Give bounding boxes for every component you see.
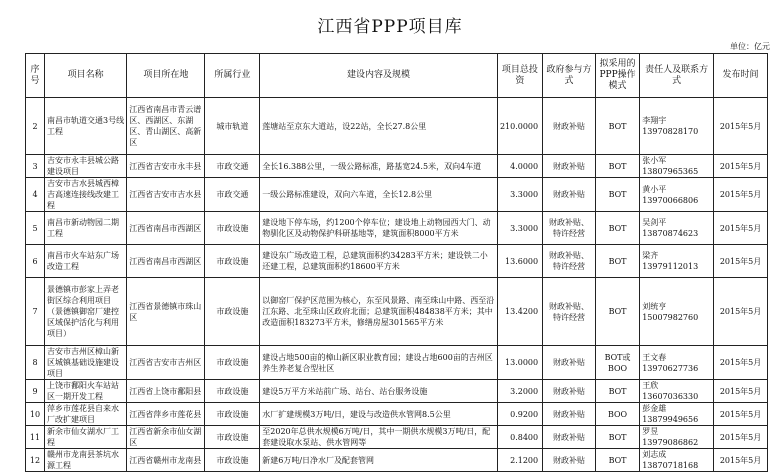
unit-label: 单位：亿元	[730, 42, 770, 51]
cell-gov-mode: 财政补贴、特许经营	[543, 212, 596, 245]
cell-location: 江西省萍乡市莲花县	[127, 403, 205, 426]
cell-location: 江西省南昌市青云谱区、西湖区、东湖区、青山湖区、高新区	[127, 98, 205, 155]
cell-content: 莲塘站至京东大道站，设22站，全长27.8公里	[260, 98, 497, 155]
cell-ppp-mode: BOT	[595, 178, 639, 212]
cell-investment: 13.0000	[497, 346, 542, 380]
cell-location: 江西省上饶市鄱阳县	[127, 380, 205, 403]
table-row	[26, 426, 768, 449]
cell-seq: 6	[26, 245, 45, 278]
cell-gov-mode: 财政补贴	[543, 426, 596, 449]
cell-industry: 市政设施	[205, 278, 260, 346]
cell-gov-mode: 财政补贴	[543, 98, 596, 155]
cell-gov-mode: 财政补贴	[543, 346, 596, 380]
cell-date: 2015年5月	[714, 98, 768, 155]
cell-content: 全长16.388公里，一级公路标准，路基宽24.5米，双向4车道	[260, 155, 497, 178]
cell-location: 江西省吉安市吉州区	[127, 346, 205, 380]
table-row	[26, 278, 768, 346]
header-gov-mode: 政府参与方式	[543, 54, 596, 98]
cell-content: 建设东广场改造工程，总建筑面积约34283平方米；建设铁二小还建工程，总建筑面积约18600平方米	[260, 245, 497, 278]
cell-name: 吉安市吉州区樟山新区城镇基础设施建设项目	[44, 346, 126, 380]
cell-date: 2015年5月	[714, 155, 768, 178]
cell-investment: 2.1200	[497, 449, 542, 472]
cell-seq: 2	[26, 98, 45, 155]
cell-location: 江西省吉安市吉水县	[127, 178, 205, 212]
cell-ppp-mode: BOT或BOO	[595, 346, 639, 380]
cell-gov-mode: 财政补贴、特许经营	[543, 245, 596, 278]
table-row	[26, 155, 768, 178]
header-content: 建设内容及规模	[260, 54, 497, 98]
cell-date: 2015年5月	[714, 212, 768, 245]
cell-seq: 8	[26, 346, 45, 380]
cell-seq: 3	[26, 155, 45, 178]
header-seq: 序号	[26, 54, 45, 98]
cell-investment: 0.8400	[497, 426, 542, 449]
table-row	[26, 449, 768, 472]
cell-industry: 市政设施	[205, 403, 260, 426]
cell-contact: 罗昱 13979086862	[640, 426, 714, 449]
cell-date: 2015年5月	[714, 449, 768, 472]
cell-ppp-mode: BOO	[595, 403, 639, 426]
cell-seq: 12	[26, 449, 45, 472]
cell-investment: 13.6000	[497, 245, 542, 278]
header-date: 发布时间	[714, 54, 768, 98]
table-header-row	[26, 54, 768, 98]
cell-industry: 市政交通	[205, 178, 260, 212]
header-investment: 项目总投资	[497, 54, 542, 98]
cell-gov-mode: 财政补贴	[543, 178, 596, 212]
cell-seq: 9	[26, 380, 45, 403]
cell-ppp-mode: BOT	[595, 380, 639, 403]
cell-contact: 梁齐 13979112013	[640, 245, 714, 278]
cell-content: 新建6万吨/日净水厂及配套管网	[260, 449, 497, 472]
header-location: 项目所在地	[127, 54, 205, 98]
cell-location: 江西省南昌市西湖区	[127, 245, 205, 278]
cell-gov-mode: 财政补贴	[543, 155, 596, 178]
cell-date: 2015年5月	[714, 278, 768, 346]
cell-industry: 市政设施	[205, 346, 260, 380]
cell-date: 2015年5月	[714, 380, 768, 403]
cell-industry: 市政设施	[205, 212, 260, 245]
cell-content: 建设5万平方米站前广场、站台、站台服务设施	[260, 380, 497, 403]
cell-contact: 刘统亨 15007982760	[640, 278, 714, 346]
cell-name: 景德镇市彭家上弄老街区综合利用项目（景德镇御窑厂建控区域保护活化与利用项目）	[44, 278, 126, 346]
cell-investment: 0.9200	[497, 403, 542, 426]
cell-seq: 11	[26, 426, 45, 449]
cell-contact: 刘志成 13870718168	[640, 449, 714, 472]
cell-location: 江西省赣州市龙南县	[127, 449, 205, 472]
cell-date: 2015年5月	[714, 245, 768, 278]
header-contact: 责任人及联系方式	[640, 54, 714, 98]
cell-date: 2015年5月	[714, 403, 768, 426]
cell-gov-mode: 财政补贴	[543, 380, 596, 403]
cell-ppp-mode: BOT	[595, 426, 639, 449]
cell-date: 2015年5月	[714, 346, 768, 380]
cell-content: 建设占地500亩的樟山新区职业教育园；建设占地600亩的吉州区养生养老复合型社区	[260, 346, 497, 380]
cell-date: 2015年5月	[714, 178, 768, 212]
table-row	[26, 212, 768, 245]
cell-name: 萍乡市莲花县自来水厂改扩建项目	[44, 403, 126, 426]
header-ppp-mode: 拟采用的PPP操作模式	[595, 54, 639, 98]
cell-industry: 市政设施	[205, 449, 260, 472]
cell-name: 吉安市吉水县城西樟吉高速连接线改建工程	[44, 178, 126, 212]
table-row	[26, 380, 768, 403]
cell-industry: 市政交通	[205, 155, 260, 178]
cell-contact: 李翔宇 13970828170	[640, 98, 714, 155]
header-industry: 所属行业	[205, 54, 260, 98]
cell-industry: 市政设施	[205, 426, 260, 449]
cell-contact: 彭金雄 13879949656	[640, 403, 714, 426]
cell-contact: 张小军 13807965365	[640, 155, 714, 178]
table-row	[26, 403, 768, 426]
header-name: 项目名称	[44, 54, 126, 98]
cell-seq: 4	[26, 178, 45, 212]
table-row	[26, 98, 768, 155]
cell-contact: 王文春 13970627736	[640, 346, 714, 380]
cell-gov-mode: 财政补贴	[543, 449, 596, 472]
ppp-project-table	[25, 53, 768, 472]
cell-industry: 市政设施	[205, 245, 260, 278]
cell-content: 以御窑厂保护区范围为核心，东至风景路、南至珠山中路、西至沿江东路、北至珠山区政府北面；总建筑面积484838平方米；其中改造面积183273平方米，修缮房屋301565平方米	[260, 278, 497, 346]
table-row	[26, 245, 768, 278]
cell-investment: 4.0000	[497, 155, 542, 178]
cell-contact: 吴剑平 13870874623	[640, 212, 714, 245]
cell-industry: 市政设施	[205, 380, 260, 403]
cell-name: 上饶市鄱阳火车站站区一期开发工程	[44, 380, 126, 403]
cell-investment: 3.3000	[497, 212, 542, 245]
cell-ppp-mode: BOT	[595, 155, 639, 178]
cell-content: 水厂扩建规模3万吨/日，建设与改造供水管网8.5公里	[260, 403, 497, 426]
cell-contact: 王欣 13607036330	[640, 380, 714, 403]
cell-seq: 5	[26, 212, 45, 245]
cell-location: 江西省南昌市西湖区	[127, 212, 205, 245]
page-title: 江西省PPP项目库	[317, 17, 463, 37]
cell-ppp-mode: BOT	[595, 212, 639, 245]
cell-content: 一级公路标准建设，双向六车道，全长12.8公里	[260, 178, 497, 212]
table-row	[26, 346, 768, 380]
cell-ppp-mode: BOT	[595, 449, 639, 472]
cell-name: 新余市仙女湖水厂工程	[44, 426, 126, 449]
cell-industry: 城市轨道	[205, 98, 260, 155]
cell-location: 江西省吉安市永丰县	[127, 155, 205, 178]
cell-gov-mode: 财政补贴	[543, 403, 596, 426]
cell-name: 吉安市永丰县城公路建设项目	[44, 155, 126, 178]
cell-investment: 3.2000	[497, 380, 542, 403]
cell-investment: 13.4200	[497, 278, 542, 346]
table-row	[26, 178, 768, 212]
cell-location: 江西省新余市仙女湖区	[127, 426, 205, 449]
cell-content: 至2020年总供水规模6万吨/日，其中一期供水规模3万吨/日，配套建设取水泵站、供水管网等	[260, 426, 497, 449]
cell-investment: 210.0000	[497, 98, 542, 155]
cell-ppp-mode: BOT	[595, 245, 639, 278]
cell-seq: 10	[26, 403, 45, 426]
cell-investment: 3.3000	[497, 178, 542, 212]
cell-name: 南昌市火车站东广场改造工程	[44, 245, 126, 278]
cell-name: 赣州市龙南县茶坑水源工程	[44, 449, 126, 472]
cell-name: 南昌市轨道交通3号线工程	[44, 98, 126, 155]
cell-date: 2015年5月	[714, 426, 768, 449]
cell-gov-mode: 财政补贴、特许经营	[543, 278, 596, 346]
cell-ppp-mode: BOT	[595, 278, 639, 346]
cell-ppp-mode: BOT	[595, 98, 639, 155]
cell-name: 南昌市新动物园二期工程	[44, 212, 126, 245]
cell-contact: 黄小平 13970066806	[640, 178, 714, 212]
cell-seq: 7	[26, 278, 45, 346]
cell-location: 江西省景德镇市珠山区	[127, 278, 205, 346]
cell-content: 建设地下停车场，约1200个停车位；建设地上动物园西大门、动物驯化区及动物保护科研基地等，建筑面积8000平方米	[260, 212, 497, 245]
